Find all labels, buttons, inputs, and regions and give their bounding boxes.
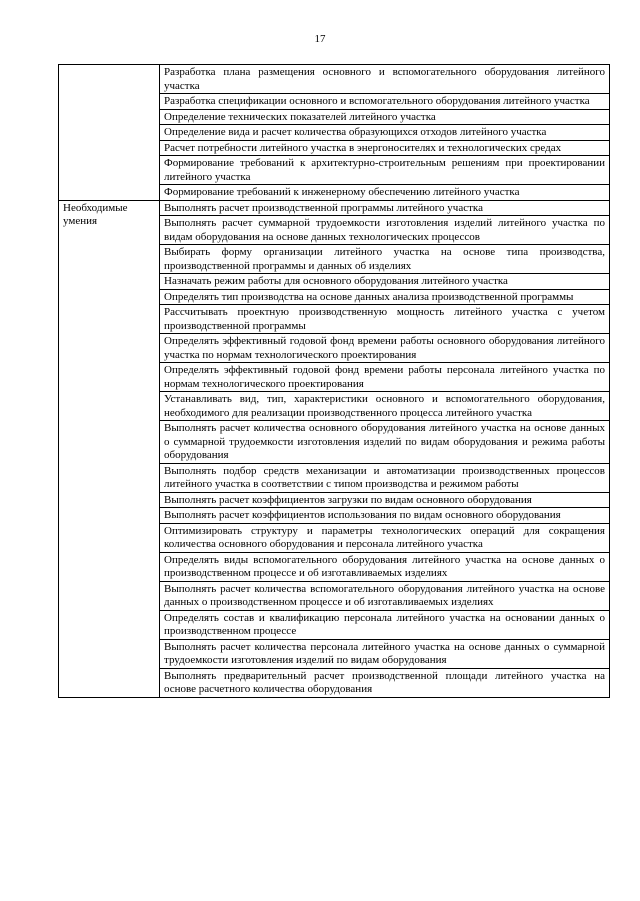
table-cell: Определять эффективный годовой фонд времени работы персонала литейного участка по нормам технологического проектирования xyxy=(160,363,610,392)
table-cell: Определять тип производства на основе данных анализа производственной программы xyxy=(160,289,610,305)
table-cell: Выполнять расчет коэффициентов загрузки по видам основного оборудования xyxy=(160,492,610,508)
table-cell: Определять эффективный годовой фонд времени работы основного оборудования литейного участка по нормам технологического проектирования xyxy=(160,334,610,363)
table-cell: Выполнять расчет коэффициентов использования по видам основного оборудования xyxy=(160,508,610,524)
table-cell: Выполнять подбор средств механизации и автоматизации производственных процессов литейного участка в соответствии с типом производства и режимом работы xyxy=(160,463,610,492)
table-cell: Выполнять расчет количества вспомогательного оборудования литейного участка на основе данных о производственном процессе и об изготавливаемых изделиях xyxy=(160,581,610,610)
table-cell: Устанавливать вид, тип, характеристики основного и вспомогательного оборудования, необходимого для реализации производственного процесса литейного участка xyxy=(160,392,610,421)
table-row xyxy=(59,65,610,94)
table-row xyxy=(59,200,610,216)
table-cell: Выполнять расчет производственной программы литейного участка xyxy=(160,200,610,216)
table-cell: Определять виды вспомогательного оборудования литейного участка на основе данных о производственном процессе и об изготавливаемых изделиях xyxy=(160,552,610,581)
competency-table xyxy=(58,64,610,698)
table-cell: Расчет потребности литейного участка в энергоносителях и технологических средах xyxy=(160,140,610,156)
table-cell: Выбирать форму организации литейного участка на основе типа производства, производственной программы и данных об изделиях xyxy=(160,245,610,274)
table-cell: Рассчитывать проектную производственную мощность литейного участка с учетом производственной программы xyxy=(160,305,610,334)
table-cell: Разработка плана размещения основного и вспомогательного оборудования литейного участка xyxy=(160,65,610,94)
table-cell: Формирование требований к архитектурно-строительным решениям при проектировании литейного участка xyxy=(160,156,610,185)
table-cell: Определять состав и квалификацию персонала литейного участка на основании данных о производственном процессе xyxy=(160,610,610,639)
table-cell: Оптимизировать структуру и параметры технологических операций для сокращения количества основного оборудования и персонала литейного участка xyxy=(160,523,610,552)
table-cell: Разработка спецификации основного и вспомогательного оборудования литейного участка xyxy=(160,94,610,110)
row-label-skills: Необходимые умения xyxy=(59,200,160,697)
table-cell: Выполнять расчет количества персонала литейного участка на основе данных о суммарной трудоемкости изготовления изделий по видам оборудования xyxy=(160,639,610,668)
table-cell: Определение вида и расчет количества образующихся отходов литейного участка xyxy=(160,125,610,141)
table-cell: Формирование требований к инженерному обеспечению литейного участка xyxy=(160,185,610,201)
table-cell: Определение технических показателей литейного участка xyxy=(160,109,610,125)
table-cell: Назначать режим работы для основного оборудования литейного участка xyxy=(160,274,610,290)
row-label-empty xyxy=(59,65,160,201)
table-cell: Выполнять предварительный расчет производственной площади литейного участка на основе расчетного количества оборудования xyxy=(160,668,610,697)
table-cell: Выполнять расчет количества основного оборудования литейного участка на основе данных о суммарной трудоемкости изготовления изделий по видам оборудования и режима работы оборудования xyxy=(160,421,610,464)
table-cell: Выполнять расчет суммарной трудоемкости изготовления изделий литейного участка по видам оборудования на основе данных технологических процессов xyxy=(160,216,610,245)
page-number: 17 xyxy=(314,33,326,45)
